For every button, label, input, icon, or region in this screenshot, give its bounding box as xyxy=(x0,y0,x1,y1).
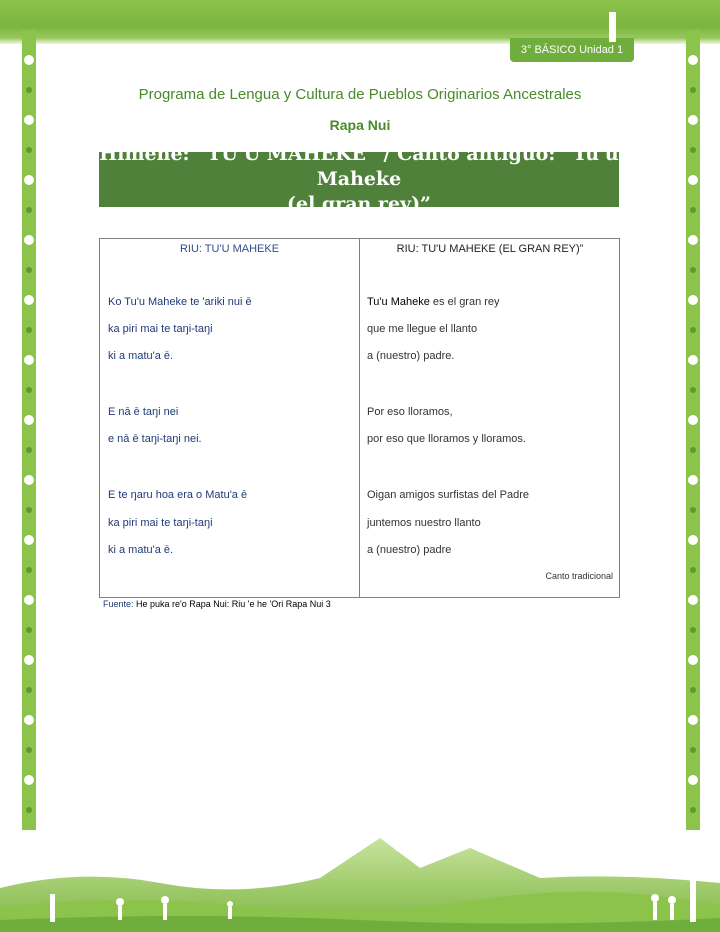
song-credit: Canto tradicional xyxy=(545,571,613,581)
unit-label: 3° BÁSICO Unidad 1 xyxy=(510,38,634,62)
spanish-line: por eso que lloramos y lloramos. xyxy=(367,433,526,445)
song-title-banner xyxy=(99,143,619,215)
banner-line-1: Hīmene: “TU'U MAHEKE” / Canto antiguo: “Tu'u Maheke xyxy=(99,143,619,190)
rapanui-line: ka piri mai te taŋi-taŋi xyxy=(108,323,213,335)
rapanui-line: ki a matu'a ē. xyxy=(108,350,174,362)
spanish-line: juntemos nuestro llanto xyxy=(367,517,481,529)
left-border-ornament xyxy=(16,30,42,830)
spanish-line: que me llegue el llanto xyxy=(367,323,478,335)
king-name: Tu'u Maheke xyxy=(367,296,430,308)
spanish-column-header: RIU: TU'U MAHEKE (EL GRAN REY)” xyxy=(396,243,584,255)
source-title: He puka re'o Rapa Nui: Riu 'e he 'Ori Rapa Nui 3 xyxy=(136,599,331,609)
rapanui-line: E nā ē taŋi nei xyxy=(108,406,179,418)
spanish-line: Oigan amigos surfistas del Padre xyxy=(367,489,530,501)
column-divider xyxy=(359,239,360,597)
source-citation: Fuente: He puka re'o Rapa Nui: Riu 'e he 'Ori Rapa Nui 3 xyxy=(103,599,331,609)
right-border-ornament xyxy=(680,30,706,830)
rapanui-line: ki a matu'a ē. xyxy=(108,544,174,556)
banner-line-2: (el gran rey)” xyxy=(286,193,431,215)
culture-title: Rapa Nui xyxy=(329,117,391,133)
spanish-line: Tu'u Maheke es el gran rey xyxy=(367,296,500,308)
program-title: Programa de Lengua y Cultura de Pueblos Originarios Ancestrales xyxy=(138,86,582,103)
rapanui-column-header: RIU: TU'U MAHEKE xyxy=(179,243,280,255)
rapanui-line: Ko Tu'u Maheke te 'ariki nui ē xyxy=(108,296,252,308)
rapanui-line: E te ŋaru hoa era o Matu'a ē xyxy=(108,489,248,501)
rapanui-line: e nā ē taŋi-taŋi nei. xyxy=(108,433,202,445)
landscape-illustration xyxy=(0,828,720,932)
lyrics-table xyxy=(99,238,620,598)
spanish-line: Por eso lloramos, xyxy=(367,406,453,418)
spanish-line: a (nuestro) padre xyxy=(367,544,452,556)
rapanui-line: ka piri mai te taŋi-taŋi xyxy=(108,517,213,529)
spanish-line: a (nuestro) padre. xyxy=(367,350,455,362)
